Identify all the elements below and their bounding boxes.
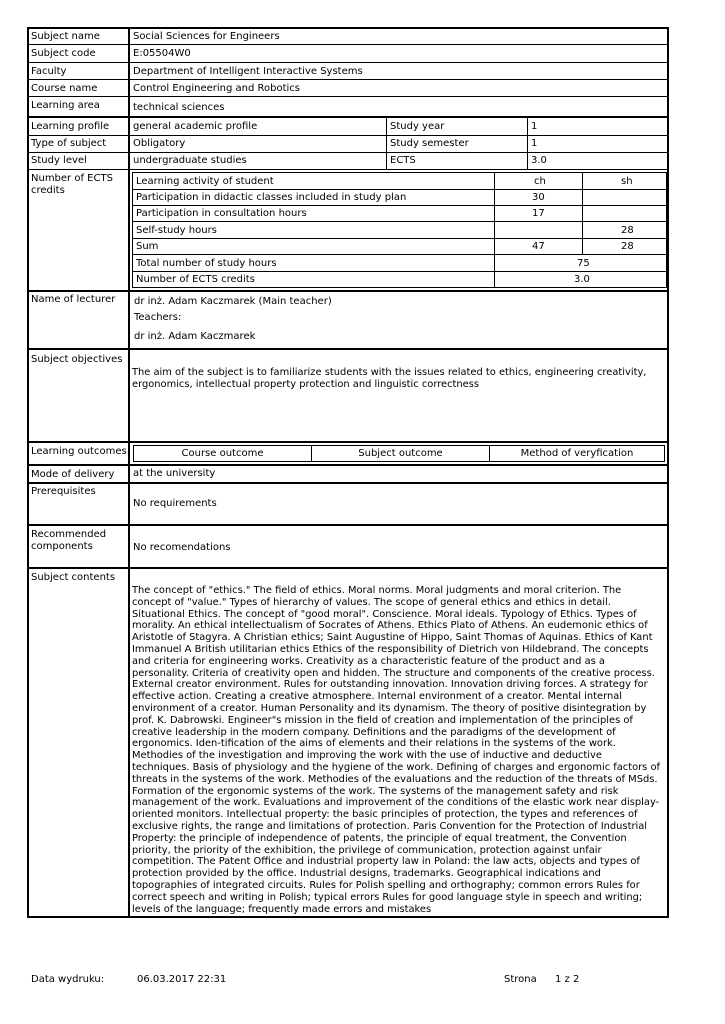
row-divider <box>27 96 669 97</box>
row-divider <box>27 464 669 466</box>
ects-header-activity: Learning activity of student <box>136 176 274 187</box>
study-year-label: Study year <box>390 121 445 132</box>
study-level-value: undergraduate studies <box>133 155 247 166</box>
study-semester-value: 1 <box>531 138 538 149</box>
page-number: 1 z 2 <box>555 974 580 985</box>
subject-name-label: Subject name <box>31 31 100 42</box>
ects-row-divider <box>132 205 667 206</box>
lecturer-teachers-label: Teachers: <box>134 312 182 323</box>
ects-participation-consult-label: Participation in consultation hours <box>136 208 307 219</box>
ects-col-divider <box>582 172 583 254</box>
type-of-subject-label: Type of subject <box>31 138 107 149</box>
cell-divider <box>527 117 528 170</box>
objectives-text: The aim of the subject is to familiarize students with the issues related to ethics, engineering creativity, ergonomics, intellectual property protection and linguistic correctness <box>132 367 647 390</box>
course-name-value: Control Engineering and Robotics <box>133 83 300 94</box>
ects-sum-ch: 47 <box>532 241 545 252</box>
ects-value: 3.0 <box>531 155 547 166</box>
ects-credits-number-value: 3.0 <box>574 274 590 285</box>
ects-label: ECTS <box>390 155 416 166</box>
objectives-label: Subject objectives <box>31 354 123 365</box>
row-divider <box>27 169 669 170</box>
row-divider <box>27 567 669 569</box>
ects-row-divider <box>132 189 667 190</box>
learning-area-value: technical sciences <box>133 102 225 113</box>
row-divider <box>27 62 669 63</box>
lecturer-label: Name of lecturer <box>31 294 116 305</box>
delivery-label: Mode of delivery <box>31 469 115 480</box>
row-divider <box>27 524 669 526</box>
row-divider <box>27 44 669 45</box>
ects-participation-consult-ch: 17 <box>532 208 545 219</box>
ects-header-sh: sh <box>621 176 633 187</box>
learning-profile-value: general academic profile <box>133 121 258 132</box>
ects-credits-number-label: Number of ECTS credits <box>136 274 255 285</box>
delivery-value: at the university <box>133 468 216 479</box>
study-level-label: Study level <box>31 155 87 166</box>
lecturer-main: dr inż. Adam Kaczmarek (Main teacher) <box>134 296 332 307</box>
row-divider <box>27 152 669 153</box>
recommended-label-line1: Recommended <box>31 529 107 540</box>
verification-method-header: Method of veryfication <box>520 448 634 459</box>
faculty-value: Department of Intelligent Interactive Systems <box>133 66 363 77</box>
subject-name-value: Social Sciences for Engineers <box>133 31 280 42</box>
learning-area-label: Learning area <box>31 100 100 111</box>
print-date-label: Data wydruku: <box>31 974 105 985</box>
ects-participation-classes-label: Participation in didactic classes included in study plan <box>136 192 407 203</box>
lecturer-teacher: dr inż. Adam Kaczmarek <box>134 331 256 342</box>
study-semester-label: Study semester <box>390 138 469 149</box>
ects-row-divider <box>132 221 667 222</box>
contents-label: Subject contents <box>31 572 116 583</box>
ects-sum-sh: 28 <box>621 241 634 252</box>
ects-credits-label-line2: credits <box>31 185 65 196</box>
cell-divider <box>386 117 387 170</box>
row-divider <box>27 290 669 292</box>
ects-col-divider <box>494 172 495 288</box>
row-divider <box>27 482 669 484</box>
study-year-value: 1 <box>531 121 538 132</box>
row-divider <box>27 135 669 136</box>
contents-text: The concept of "ethics." The field of ethics. Moral norms. Moral judgments and moral criterion. The concept of "value." Types of hierarchy of values. The scope of general ethics and ethics in detail. Situational Ethics. The concept of "good moral". Conscience. Moral ideals. Typology of Ethics. Types of morality. An ethical intellectualism of Socrates of Athens. Ethics Plato of Athens. An eudemonic ethics of Aristotle of Stagyra. A Christian ethics; Saint Augustine of Hippo, Saint Thomas of Aquinas. Ethics of Kant Immanuel A British utilitarian ethics Ethics of the responsibility of Dietrich von Hildebrand. The concepts and criteria for engineering works. Creativity as a characteristic feature of the product and as a personality. Criteria of creativity open and hidden. The structure and components of the creative process. External creator environment. Rules for outstanding innovation. Innovation driving forces. A strategy for effective action. Creating a creative atmosphere. Internal environment of a creator. Mental internal environment of a creator. Human Personality and its dynamism. The theory of positive disintegration by prof. K. Dabrowski. Engineer"s mission in the field of creation and implementation of the principles of creative leadership in the modern company. Definitions and the paradigms of the development of ergonomics. Iden-tification of the aims of elements and their relations in the systems of the work. Methodies of the investigation and improving the work with the use of inductive and deductive techniques. Basis of physiology and the hygiene of the work. Defining of charges and ergonomic factors of threats in the systems of the work. Methodies of the evaluations and the reduction of the threats of MSds. Formation of the ergonomic systems of the work. The systems of the management safety and risk management of the work. Evaluations and improvement of the conditions of the elastic work near display-oriented monitors. Intellectual property: the basic principles of protection, the types and references of exclusive rights, the range and limitations of protection. Paris Convention for the Protection of Industrial Property: the principle of independence of patents, the principle of equal treatment, the Convention priority, the priority of the exhibition, the privilege of communication, protection against unfair competition. The Patent Office and industrial property law in Poland: the law acts, objects and types of protection provided by the office. Industrial designs, trademarks. Geographical indications and topographies of integrated circuits. Rules for Polish spelling and orthography; common errors Rules for correct speech and writing in Polish; typical errors Rules for good language style in speech and writing; levels of the language; frequently made errors and mistakes <box>132 585 660 915</box>
subject-code-label: Subject code <box>31 48 96 59</box>
label-column-divider <box>128 27 130 918</box>
page-label: Strona <box>504 974 537 985</box>
course-name-label: Course name <box>31 83 98 94</box>
ects-total-hours-label: Total number of study hours <box>136 258 277 269</box>
ects-row-divider <box>132 238 667 239</box>
ects-header-ch: ch <box>534 176 546 187</box>
subject-code-value: E:05504W0 <box>133 48 191 59</box>
ects-row-divider <box>132 254 667 255</box>
row-divider <box>27 348 669 350</box>
prerequisites-label: Prerequisites <box>31 486 96 497</box>
row-divider <box>27 441 669 443</box>
ects-total-hours-value: 75 <box>577 258 590 269</box>
subject-outcome-header: Subject outcome <box>358 448 443 459</box>
ects-sum-label: Sum <box>136 241 159 252</box>
recommended-value: No recomendations <box>133 542 231 553</box>
course-outcome-header: Course outcome <box>181 448 264 459</box>
ects-credits-label-line1: Number of ECTS <box>31 173 113 184</box>
ects-participation-classes-ch: 30 <box>532 192 545 203</box>
type-of-subject-value: Obligatory <box>133 138 186 149</box>
row-divider <box>27 116 669 118</box>
recommended-label-line2: components <box>31 541 93 552</box>
row-divider <box>27 79 669 80</box>
learning-outcomes-label: Learning outcomes <box>31 446 127 457</box>
print-date-value: 06.03.2017 22:31 <box>137 974 227 985</box>
faculty-label: Faculty <box>31 66 67 77</box>
ects-self-study-sh: 28 <box>621 225 634 236</box>
prerequisites-value: No requirements <box>133 498 217 509</box>
ects-row-divider <box>132 271 667 272</box>
ects-self-study-label: Self-study hours <box>136 225 217 236</box>
learning-profile-label: Learning profile <box>31 121 110 132</box>
